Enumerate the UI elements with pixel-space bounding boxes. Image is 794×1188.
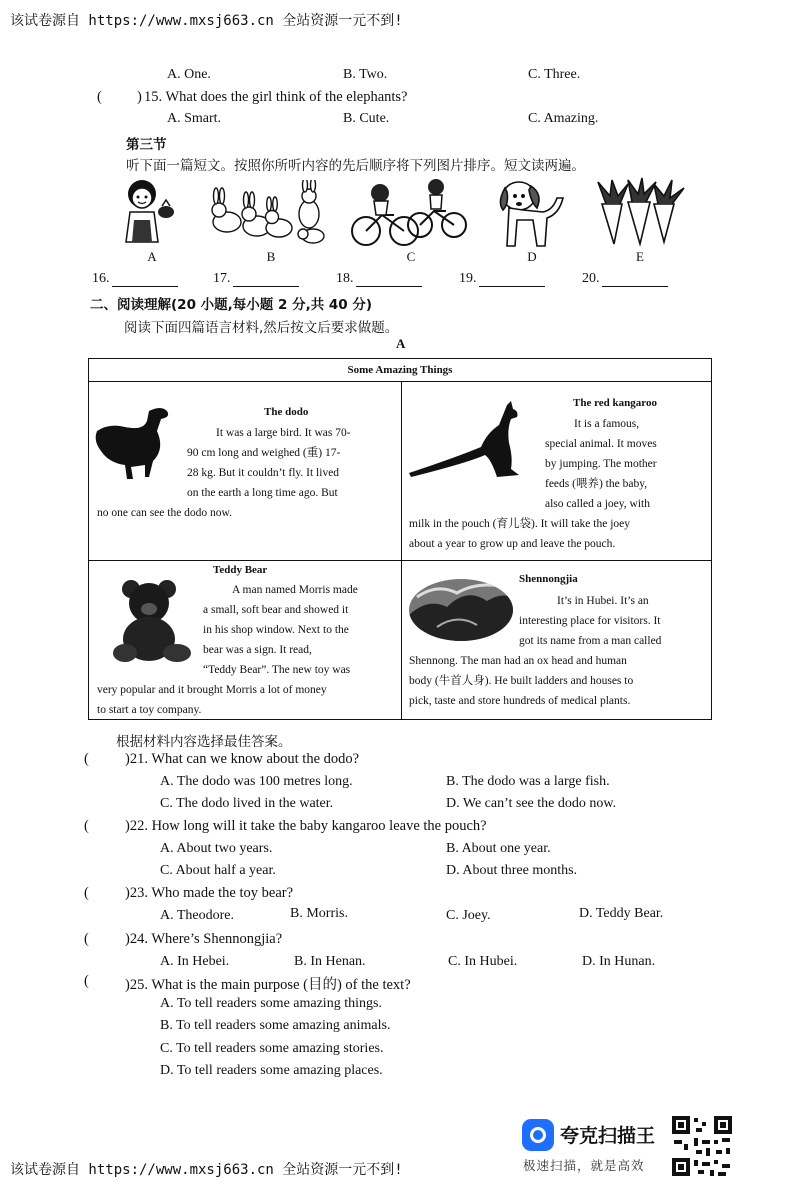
teddy-line-1: A man named Morris made: [232, 584, 358, 596]
answer-blank-16[interactable]: [92, 271, 178, 287]
q14-option-b: B. Two.: [343, 67, 388, 82]
q22-option-b[interactable]: B. About one year.: [446, 841, 551, 856]
q23-option-c[interactable]: C. Joey.: [446, 908, 491, 923]
picture-label-c: C: [406, 249, 416, 264]
shennongjia-line-2: interesting place for visitors. It: [519, 615, 661, 627]
teddy-line-5: “Teddy Bear”. The new toy was: [203, 664, 351, 676]
q15-option-a: A. Smart.: [167, 111, 222, 126]
answer-blank-17-number: 17.: [213, 271, 231, 286]
q24-option-d[interactable]: D. In Hunan.: [582, 954, 656, 969]
answer-blank-17-line[interactable]: [233, 272, 299, 287]
footer-banner: 该试卷源自 https://www.mxsj663.cn 全站资源一元不到!: [10, 1162, 403, 1178]
dodo-line-2: 90 cm long and weighed (重) 17-: [187, 447, 341, 459]
q23-option-b[interactable]: B. Morris.: [290, 906, 348, 921]
kids-on-bikes-icon: [348, 177, 472, 249]
teddy-line-4: bear was a sign. It read,: [203, 644, 312, 656]
q15-option-b: B. Cute.: [343, 111, 390, 126]
q25-option-b[interactable]: B. To tell readers some amazing animals.: [160, 1018, 391, 1033]
q23-option-a[interactable]: A. Theodore.: [160, 908, 234, 923]
q24-question: )24. Where’s Shennongjia?: [125, 931, 283, 947]
answer-blank-16-line[interactable]: [112, 272, 178, 287]
table-divider-horizontal: [89, 560, 711, 561]
q21-option-a[interactable]: A. The dodo was 100 metres long.: [160, 774, 353, 789]
q23-option-d[interactable]: D. Teddy Bear.: [579, 906, 664, 921]
q14-option-c: C. Three.: [528, 67, 581, 82]
scanner-brand: 夸克扫描王: [560, 1125, 656, 1147]
dodo-line-5: no one can see the dodo now.: [97, 507, 232, 519]
select-instruction: 根据材料内容选择最佳答案。: [116, 734, 292, 750]
picture-label-b: B: [266, 249, 276, 264]
q24-option-b[interactable]: B. In Henan.: [294, 954, 366, 969]
girl-with-plant-icon: [110, 176, 182, 248]
answer-blank-19[interactable]: [459, 271, 545, 287]
q15-paren-close: ): [137, 89, 142, 105]
rabbits-icon: [205, 180, 333, 246]
shennongjia-line-6: pick, taste and store hundreds of medical plants.: [409, 695, 631, 707]
q22-paren-open: (: [84, 818, 89, 834]
kangaroo-line-6: milk in the pouch (育儿袋). It will take the joey: [409, 518, 631, 530]
kangaroo-silhouette-icon: [407, 399, 533, 481]
teddy-line-6: very popular and it brought Morris a lot of money: [97, 684, 327, 696]
q23-question: )23. Who made the toy bear?: [125, 885, 294, 901]
answer-blank-20-number: 20.: [582, 271, 600, 286]
answer-blank-17[interactable]: [213, 271, 299, 287]
teddy-line-2: a small, soft bear and showed it: [203, 604, 349, 616]
header-banner: 该试卷源自 https://www.mxsj663.cn 全站资源一元不到!: [10, 13, 403, 29]
q25-question: )25. What is the main purpose (目的) of the text?: [125, 977, 411, 993]
picture-label-a: A: [147, 249, 157, 264]
q22-option-a[interactable]: A. About two years.: [160, 841, 273, 856]
passage-label: A: [396, 336, 406, 351]
q24-option-c[interactable]: C. In Hubei.: [448, 954, 518, 969]
answer-blank-18[interactable]: [336, 271, 422, 287]
part2-instruction: 阅读下面四篇语言材料,然后按文后要求做题。: [124, 320, 399, 336]
answer-blank-19-line[interactable]: [479, 272, 545, 287]
kangaroo-line-5: also called a joey, with: [545, 498, 650, 510]
shennongjia-line-3: got its name from a man called: [519, 635, 662, 647]
q25-option-a[interactable]: A. To tell readers some amazing things.: [160, 996, 382, 1011]
kangaroo-line-3: by jumping. The mother: [545, 458, 657, 470]
amazing-things-table: [88, 358, 712, 720]
shennongjia-line-5: body (牛首人身). He built ladders and houses to: [409, 675, 634, 687]
answer-blank-20-line[interactable]: [602, 272, 668, 287]
q21-option-d[interactable]: D. We can’t see the dodo now.: [446, 796, 617, 811]
dog-icon: [493, 174, 571, 250]
teddy-line-3: in his shop window. Next to the: [203, 624, 349, 636]
table-divider-vertical: [401, 381, 402, 720]
q15-option-c: C. Amazing.: [528, 111, 599, 126]
answer-blank-19-number: 19.: [459, 271, 477, 286]
q22-option-c[interactable]: C. About half a year.: [160, 863, 276, 878]
q21-question: )21. What can we know about the dodo?: [125, 751, 360, 767]
q22-question: )22. How long will it take the baby kangaroo leave the pouch?: [125, 818, 487, 834]
q25-paren-open: (: [84, 973, 89, 989]
kangaroo-line-7: about a year to grow up and leave the pouch.: [409, 538, 616, 550]
dodo-heading: The dodo: [264, 406, 309, 418]
q15-question: 15. What does the girl think of the elephants?: [144, 89, 408, 105]
dodo-line-1: It was a large bird. It was 70-: [216, 427, 351, 439]
answer-blank-16-number: 16.: [92, 271, 110, 286]
dodo-line-4: on the earth a long time ago. But: [187, 487, 338, 499]
section3-title: 第三节: [126, 137, 167, 153]
q24-option-a[interactable]: A. In Hebei.: [160, 954, 230, 969]
q21-option-b[interactable]: B. The dodo was a large fish.: [446, 774, 610, 789]
dodo-line-3: 28 kg. But it couldn’t fly. It lived: [187, 467, 340, 479]
shennongjia-heading: Shennongjia: [519, 573, 578, 585]
kangaroo-line-4: feeds (喂养) the baby,: [545, 478, 648, 490]
teddy-line-7: to start a toy company.: [97, 704, 202, 716]
answer-blank-18-line[interactable]: [356, 272, 422, 287]
kangaroo-line-2: special animal. It moves: [545, 438, 657, 450]
kangaroo-line-1: It is a famous,: [574, 418, 640, 430]
teddy-heading: Teddy Bear: [213, 564, 268, 576]
shennongjia-line-1: It’s in Hubei. It’s an: [557, 595, 649, 607]
qr-code-icon: [670, 1114, 734, 1178]
picture-label-e: E: [636, 249, 644, 264]
section3-instruction: 听下面一篇短文。按照你所听内容的先后顺序将下列图片排序。短文读两遍。: [126, 158, 585, 174]
q23-paren-open: (: [84, 885, 89, 901]
q21-option-c[interactable]: C. The dodo lived in the water.: [160, 796, 334, 811]
kangaroo-heading: The red kangaroo: [573, 397, 657, 409]
teddy-bear-icon: [113, 577, 197, 663]
answer-blank-20[interactable]: [582, 271, 668, 287]
q22-option-d[interactable]: D. About three months.: [446, 863, 578, 878]
q24-paren-open: (: [84, 931, 89, 947]
q21-paren-open: (: [84, 751, 89, 767]
q14-option-a: A. One.: [167, 67, 211, 82]
scanner-slogan: 极速扫描，就是高效: [523, 1158, 645, 1173]
q25-option-d[interactable]: D. To tell readers some amazing places.: [160, 1063, 383, 1078]
scanner-logo-icon: [522, 1119, 554, 1151]
dodo-silhouette-icon: [91, 401, 177, 481]
shennongjia-photo-icon: [407, 577, 515, 643]
answer-blank-18-number: 18.: [336, 271, 354, 286]
picture-label-d: D: [527, 249, 537, 264]
q15-paren-open: (: [97, 89, 102, 105]
q25-option-c[interactable]: C. To tell readers some amazing stories.: [160, 1041, 384, 1056]
part2-title: 二、阅读理解(20 小题,每小题 2 分,共 40 分): [90, 297, 373, 313]
carrots-icon: [588, 176, 692, 246]
table-title: Some Amazing Things: [89, 359, 711, 382]
shennongjia-line-4: Shennong. The man had an ox head and human: [409, 655, 627, 667]
